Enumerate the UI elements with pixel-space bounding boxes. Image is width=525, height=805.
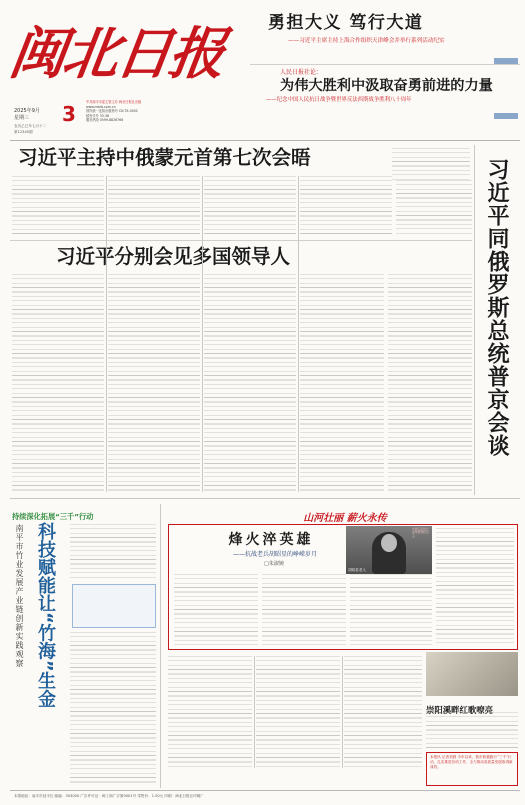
top-headline[interactable] xyxy=(250,12,518,46)
left-feature-kicker[interactable] xyxy=(12,504,158,521)
side-story-title-text: 崇阳溪畔红歌嘹亮 xyxy=(426,705,493,715)
left-feature-vertical-subtitle xyxy=(13,524,27,739)
feature-text-2 xyxy=(262,574,346,646)
publication-weekday: 星期三 xyxy=(14,115,30,121)
bottom-rule-a xyxy=(254,656,255,768)
article-1-col-3 xyxy=(204,176,296,236)
article-2-col-2 xyxy=(108,274,200,492)
left-feature-title-line2: 赋能 xyxy=(35,558,56,594)
vertical-title[interactable] xyxy=(479,158,519,498)
feature-byline: □朱淑婉 xyxy=(264,561,284,567)
photo-face-shape xyxy=(381,534,397,552)
photo-seal: 中国人民抗日战争胜利纪念章 xyxy=(412,527,429,538)
bottom-rule-b xyxy=(342,656,343,768)
column-rule-c xyxy=(298,176,299,492)
commentary-label: 人民日报社论： xyxy=(280,69,323,76)
feature-subtitle: ——抗战老兵胡昭星的峥嵘岁月 xyxy=(232,551,317,558)
footer-text: 本报地址：南平市延平区 邮编：353000 广告许可证：闽工商广字第0001号 零售价：1.50元 印刷：闽北日报社印刷厂 xyxy=(14,794,204,798)
vertical-title-text: 习近平同俄罗斯总统普京会谈 xyxy=(484,158,509,457)
left-feature-title-line3: 让“竹海” xyxy=(35,594,56,672)
publication-date: 2025年9月 xyxy=(14,108,40,114)
left-feature-title-line4: 生金 xyxy=(35,671,56,708)
article-2-col-4 xyxy=(300,274,384,492)
feature-column-title xyxy=(250,506,440,522)
left-feature-title-text xyxy=(30,522,60,708)
masthead-logo: 闽北日报 xyxy=(5,21,227,87)
tel-line: 服务热线 0599-8826766 xyxy=(86,118,124,123)
article-2-col-3 xyxy=(204,274,296,492)
left-feature-text-2 xyxy=(70,632,156,784)
left-feature-kicker-text: 持续深化拓展“三千”行动 xyxy=(12,512,94,521)
issue-number: 第12345期 xyxy=(14,130,33,134)
feature-text-3 xyxy=(350,574,432,646)
left-feature-subtitle-text: 南平市竹业发展产业链创新实践观察 xyxy=(15,524,24,668)
article-1-col-4 xyxy=(300,176,392,236)
top-headline-title: 勇担大义 笃行大道 xyxy=(268,13,424,33)
section-title-1[interactable]: 习近平主持中俄蒙元首第七次会晤 xyxy=(18,146,311,169)
feature-column-title-text: 山河壮丽 薪火永传 xyxy=(303,513,387,524)
header-bottom-rule xyxy=(10,140,520,141)
commentary-title: 为伟大胜利中汲取奋勇前进的力量 xyxy=(280,78,493,94)
bottom-notice-text: 本报讯 记者刘晨 今年以来，我市积极践行“三千”行动，扎实推进各项工作，全力推动高质量发展取得新成效。 xyxy=(430,755,513,770)
publication-day-number: 3 xyxy=(62,102,76,126)
section-1-rule xyxy=(10,240,472,241)
left-feature-inline-box xyxy=(72,584,156,628)
feature-text-1 xyxy=(174,574,258,646)
left-feature-title-line1: 科技 xyxy=(35,522,56,558)
feature-text-4 xyxy=(436,528,514,646)
side-story-photo xyxy=(426,652,518,696)
side-story-text xyxy=(426,712,518,750)
photo-caption: 胡昭星老人 xyxy=(348,568,366,572)
sponsor-line: 中共南平市委主管主办 闽北日报社出版 xyxy=(86,100,142,104)
bottom-text-col-3 xyxy=(344,656,422,768)
left-feature-title[interactable] xyxy=(30,522,66,762)
bottom-text-col-1 xyxy=(168,656,252,768)
masthead-divider xyxy=(250,64,520,65)
website-line: www.mbrb.com.cn xyxy=(86,104,116,109)
section-2-rule xyxy=(10,498,520,499)
bottom-text-col-2 xyxy=(256,656,340,768)
column-rule-a xyxy=(106,176,107,492)
masthead-details xyxy=(86,100,226,123)
vertical-story-text xyxy=(388,274,472,492)
article-2-col-1 xyxy=(12,274,104,492)
commentary[interactable] xyxy=(250,68,520,104)
article-intro-column xyxy=(392,148,470,180)
column-rule-b xyxy=(202,176,203,492)
top-headline-subtitle: ——习近平主席主持上海合作组织天津峰会并举行系列活动纪实 xyxy=(288,38,445,44)
commentary-tag xyxy=(494,113,518,119)
article-1-col-5 xyxy=(396,180,472,236)
lunar-date: 农历乙巳年七月十二 xyxy=(14,124,47,128)
footer-rule xyxy=(10,790,520,791)
article-1-col-1 xyxy=(12,176,104,236)
bottom-notice-box[interactable] xyxy=(426,752,518,786)
commentary-subtitle: ——纪念中国人民抗日战争暨世界反法西斯战争胜利八十周年 xyxy=(266,97,412,103)
cn-number-line: 国内统一连续出版物号 CN 35-0002 xyxy=(86,109,138,114)
feature-title: 烽火淬英雄 xyxy=(228,532,314,548)
article-1-col-2 xyxy=(108,176,200,236)
postal-code-line: 邮发代号 33-38 xyxy=(86,113,110,118)
left-feature-rule xyxy=(160,504,161,788)
left-feature-text-1 xyxy=(70,524,156,580)
vertical-title-rule xyxy=(474,145,475,495)
veteran-photo xyxy=(346,526,432,574)
section-title-2[interactable]: 习近平分别会见多国领导人 xyxy=(56,245,291,268)
